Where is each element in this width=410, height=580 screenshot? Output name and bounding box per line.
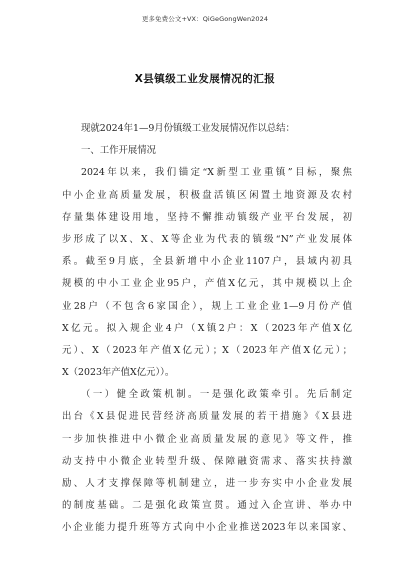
text-line: 小企业能力提升班等方式向中小企业推送2023年以来国家、 [62, 522, 352, 534]
text-line: 的制度基础。二是强化政策宣贯。通过入企宣讲、举办中 [62, 500, 352, 512]
text-line: 步形成了以X、X、X等企业为代表的镇级“N”产业发展体 [62, 233, 352, 245]
text-line: 中小企业高质量发展，积极盘活镇区闲置土地资源及农村 [62, 189, 352, 201]
text-line: 一步加快推进中小微企业高质量发展的意见》等文件，推 [62, 433, 352, 445]
text-line: X亿元。拟入规企业4户（X镇2户：X（2023年产值X亿 [62, 322, 352, 334]
text-line: 一、工作开展情况 [81, 145, 157, 157]
text-line: 现就2024年1—9月份镇级工业发展情况作以总结： [81, 123, 295, 134]
text-line: 业28户（不包含6家国企），规上工业企业1—9月份产值 [62, 300, 352, 312]
text-line: 存量集体建设用地，坚持不懈推动镇级产业平台发展，初 [62, 211, 352, 223]
text-line: （一）健全政策机制。一是强化政策牵引。先后制定 [81, 389, 352, 401]
text-line: 励、人才支撑保障等机制建立，进一步夯实中小企业发展 [62, 478, 352, 489]
text-line: 2024年以来，我们锚定“X新型工业重镇”目标，聚焦 [81, 167, 352, 179]
document-body [62, 118, 352, 540]
document-title: X县镇级工业发展情况的汇报 [134, 73, 276, 85]
header-note: 更多免费公文+VX：QiGeGongWen2024 [141, 15, 269, 23]
text-line: 系。截至9月底，全县新增中小企业1107户，县域内初具 [62, 256, 352, 268]
text-line: 动支持中小微企业转型升级、保障融资需求、落实扶持激 [62, 455, 352, 467]
text-line: 出台《X县促进民营经济高质量发展的若干措施》《X县进 [62, 411, 352, 423]
text-line: 元）、X（2023年产值X亿元）；X（2023年产值X亿元）； [62, 344, 352, 356]
text-line: X（2023年产值X亿元））。 [62, 367, 175, 379]
text-line: 规模的中小工业企业95户，产值X亿元，其中规模以上企 [62, 278, 352, 290]
